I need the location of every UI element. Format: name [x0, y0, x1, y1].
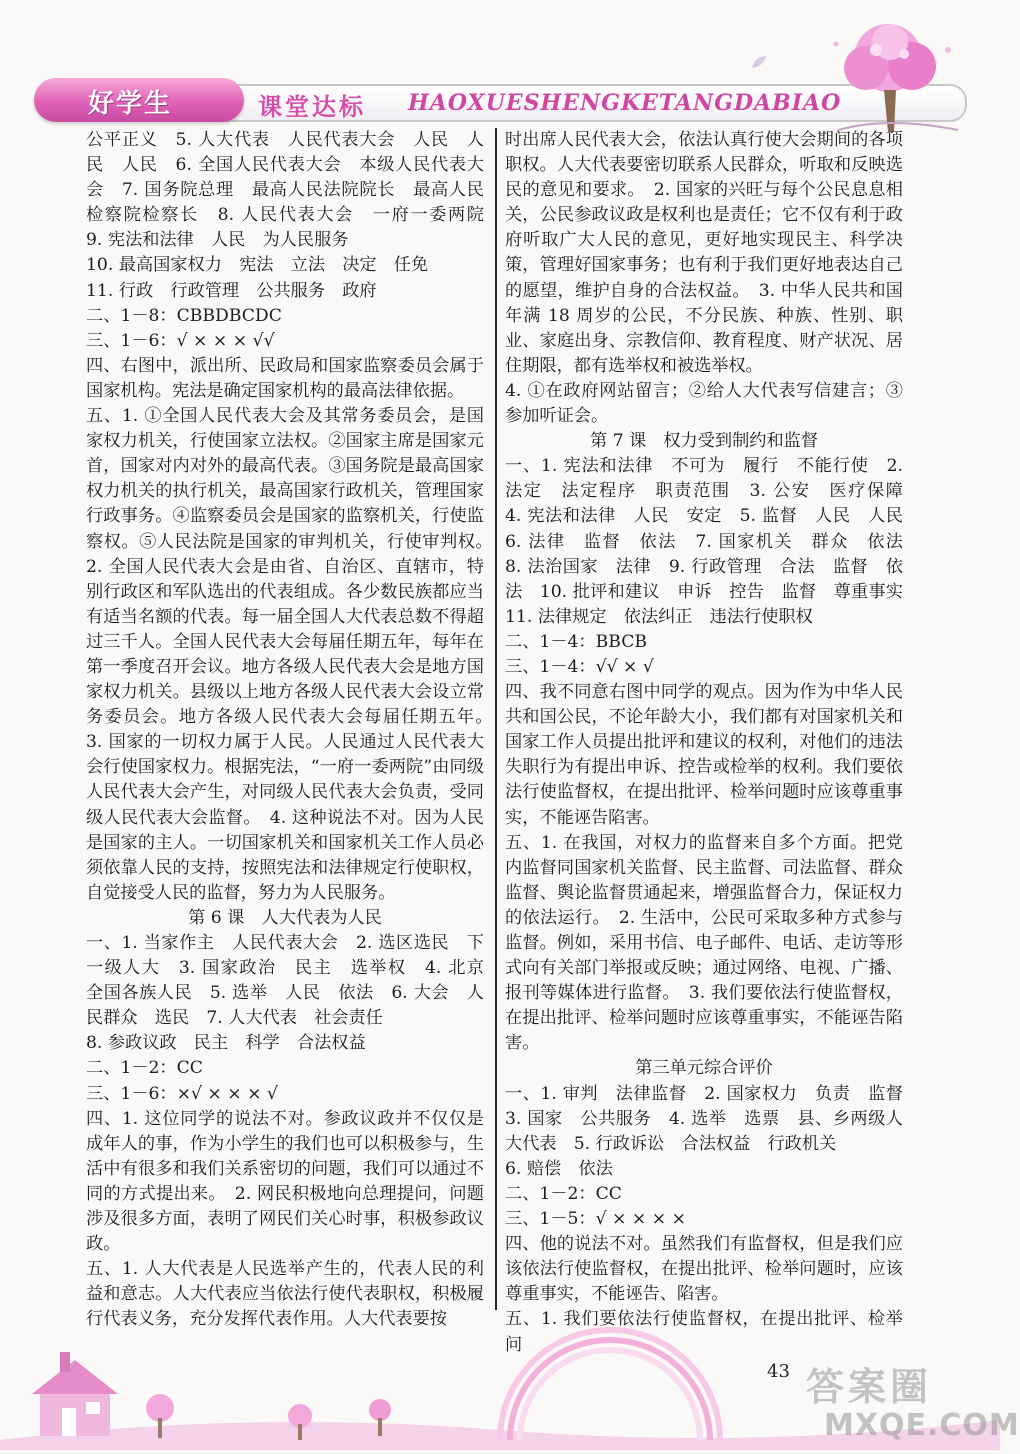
- answer-paragraph: 公平正义 5. 人大代表 人民代表大会 人民 人民 人民 6. 全国人民代表大会 本级人民代表大会 7. 国务院总理 最高人民法院院长 最高人民检察院检察长 8. 人民代表大会 一府一委两院 9. 宪法和法律 人民 为人民服务: [86, 130, 502, 251]
- left-column: [86, 128, 502, 1333]
- answer-paragraph: 三、1－6：√ × × × √√: [86, 330, 275, 351]
- house-icon: [32, 1352, 118, 1436]
- lesson-heading: 第 7 课 权力受到制约和监督: [589, 431, 819, 452]
- answer-paragraph: 一、1. 当家作主 人民代表大会 2. 选区选民 下一级人大 3. 国家政治 民主 选举权 4. 北京 全国各族人民 5. 选举 人民 依法 6. 大会 人民群众 选民 7. 人大代表 社会责任: [86, 933, 502, 1029]
- answer-paragraph: 四、1. 这位同学的说法不对。参政议政并不仅仅是成年人的事，作为小学生的我们也可以积极参与，生活中有很多和我们关系密切的问题，我们可以通过不同的方式提出来。 2. 网民积极地向总理提问，问题涉及很多方面，表明了网民们关心时事，积极参政议政。: [86, 1108, 484, 1255]
- answer-paragraph: 五、1. 在我国，对权力的监督来自多个方面。把党内监督同国家机关监督、民主监督、司法监督、群众监督、舆论监督贯通起来，增强监督合力，保证权力的依法运行。 2. 生活中，公民可采取多种方式参与监督。例如，采用书信、电子邮件、电话、走访等形式向有关部门举报或反映；通过网络、电视、广播、报刊等媒体进行监督。 3. 我们要依法行使监督权，在提出批评、检举问题时应该尊重事实，不能诬告陷害。: [505, 832, 903, 1054]
- answer-paragraph: 6. 赔偿 依法: [505, 1158, 613, 1179]
- tree-icon: [818, 20, 968, 132]
- answer-paragraph: 二、1－8：CBBDBCDC: [86, 305, 282, 326]
- answer-paragraph: 二、1－4：BBCB: [505, 631, 647, 652]
- rainbow-icon: [500, 1330, 720, 1440]
- answer-paragraph: 一、1. 审判 法律监督 2. 国家权力 负责 监督 3. 国家 公共服务 4. 选举 选票 县、乡两级人大代表 5. 行政诉讼 合法权益 行政机关: [505, 1083, 921, 1154]
- header-pinyin-title: HAOXUESHENGKETANGDABIAO: [408, 90, 842, 116]
- leaf-icon: [750, 54, 768, 70]
- answer-paragraph: 五、1. ①全国人民代表大会及其常务委员会，是国家权力机关，行使国家立法权。②国家主席是国家元首，国家对内对外的最高代表。③国务院是最高国家权力机关的执行机关，最高国家行政机关，管理国家行政事务。④监察委员会是国家的监察机关，行使监察权。⑤人民法院是国家的审判机关，行使审判权。 2. 全国人民代表大会是由省、自治区、直辖市，特别行政区和军队选出的代表组成。各少数民族都应当有适当名额的代表。每一届全国人大代表总数不得超过三千人。全国人民代表大会每届任期五年，每年在第一季度召开会议。地方各级人民代表大会是地方国家权力机关。县级以上地方各级人民代表大会设立常务委员会。地方各级人民代表大会每届任期五年。 3. 国家的一切权力属于人民。人民通过人民代表大会行使国家权力。根据宪法，“一府一委两院”由同级人民代表大会产生，对同级人民代表大会负责，受同级人民代表大会监督。 4. 这种说法不对。因为人民是国家的主人。一切国家机关和国家机关工作人员必须依靠人民的支持，按照宪法和法律规定行使职权，自觉接受人民的监督，努力为人民服务。: [86, 406, 502, 903]
- header-brand-title: 好学生: [88, 89, 173, 119]
- answer-paragraph: 三、1－5：√ × × × ×: [505, 1209, 687, 1230]
- answer-paragraph: 五、1. 我们要依法行使监督权，在提出批评、检举问: [505, 1309, 903, 1355]
- watermark-logo-text: 答案圈: [806, 1365, 933, 1409]
- header-series-title: 课堂达标: [258, 93, 366, 121]
- lesson-heading: 第 6 课 人大代表为人民: [188, 907, 382, 928]
- page-header: [0, 0, 1000, 135]
- answer-paragraph: 四、他的说法不对。虽然我们有监督权，但是我们应该依法行使监督权，在提出批评、检举问题时，应该尊重事实，不能诬告、陷害。: [505, 1234, 903, 1305]
- answer-paragraph: 8. 参政议政 民主 科学 合法权益: [86, 1033, 366, 1054]
- answer-paragraph: 五、1. 人大代表是人民选举产生的，代表人民的利益和意志。人大代表应当依法行使代表职权，积极履行代表义务，充分发挥代表作用。人大代表要按: [86, 1259, 484, 1330]
- answer-paragraph: 二、1－2：CC: [86, 1058, 203, 1079]
- answer-paragraph: 四、右图中，派出所、民政局和国家监察委员会属于国家机构。宪法是确定国家机构的最高法律依据。: [86, 355, 484, 401]
- column-divider: [495, 128, 497, 1310]
- answer-paragraph: 4. ①在政府网站留言；②给人大代表写信建言；③参加听证会。: [505, 380, 903, 427]
- answer-paragraph: 三、1－6：×√ × × × √: [86, 1083, 278, 1104]
- answer-paragraph: 11. 行政 行政管理 公共服务 政府: [86, 280, 377, 301]
- answer-paragraph: 二、1－2：CC: [505, 1183, 622, 1204]
- watermark: [806, 1356, 1020, 1448]
- answer-paragraph: 一、1. 宪法和法律 不可为 履行 不能行使 2. 法定 法定程序 职责范围 3. 公安 医疗保障 4. 宪法和法律 人民 安定 5. 监督 人民 人民 6. 法律 监督 依法 7. 国家机关 群众 依法 8. 法治国家 法律 9. 行政管理 合法 监督 依法 10. 批评和建议 申诉 控告 监督 尊重事实 11. 法律规定 依法纠正 违法行使职权: [505, 456, 921, 627]
- right-column: [505, 128, 921, 1358]
- answer-paragraph: 四、我不同意右图中同学的观点。因为作为中华人民共和国公民，不论年龄大小，我们都有对国家机关和国家工作人员提出批评和建议的权利，对他们的违法失职行为有提出申诉、控告或检举的权利。我们要依法行使监督权，在提出批评、检举问题时应该尊重事实，不能诬告陷害。: [505, 682, 903, 828]
- page-number: 43: [767, 1361, 790, 1382]
- answer-paragraph: 时出席人民代表大会，依法认真行使大会期间的各项职权。人大代表要密切联系人民群众，听取和反映选民的意见和要求。 2. 国家的兴旺与每个公民息息相关，公民参政议政是权利也是责任；它不仅有利于政府听取广大人民的意见，更好地实现民主、科学决策，管理好国家事务；也有利于我们更好地表达自己的愿望，维护自身的合法权益。 3. 中华人民共和国年满 18 周岁的公民，不分民族、种族、性别、职业、家庭出身、宗教信仰、教育程度、财产状况、居住期限，都有选举权和被选举权。: [505, 130, 903, 376]
- answer-paragraph: 10. 最高国家权力 宪法 立法 决定 任免: [86, 255, 429, 276]
- answer-paragraph: 三、1－4：√√ × √: [505, 656, 654, 677]
- unit-review-heading: 第三单元综合评价: [635, 1058, 773, 1079]
- watermark-url: MXQE.COM: [824, 1408, 1020, 1443]
